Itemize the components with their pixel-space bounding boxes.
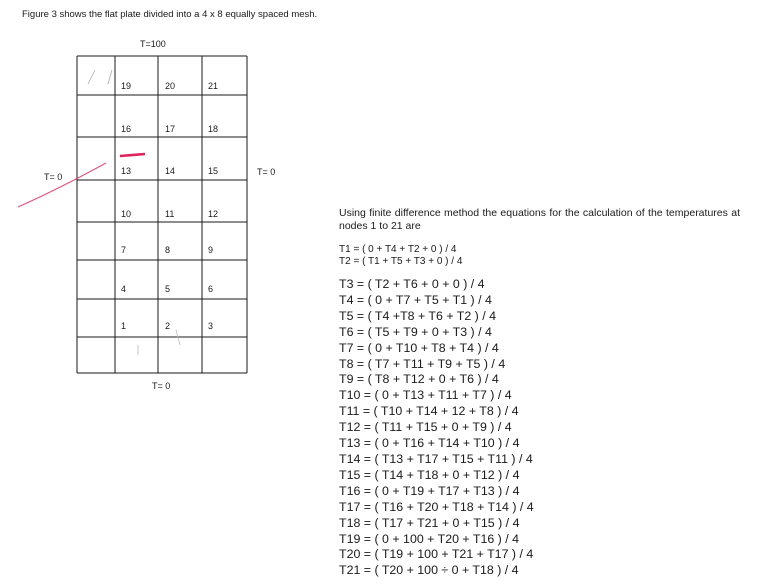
pen-dash-mark xyxy=(120,154,145,156)
equation-line: T5 = ( T4 +T8 + T6 + T2 ) / 4 xyxy=(339,308,497,323)
equation-line: T4 = ( 0 + T7 + T5 + T1 ) / 4 xyxy=(339,292,492,307)
mesh-node-labels xyxy=(121,81,218,331)
mesh-node-label: 10 xyxy=(121,209,132,219)
mesh-node-label: 12 xyxy=(208,209,219,219)
equation-line: T8 = ( T7 + T11 + T9 + T5 ) / 4 xyxy=(339,356,506,371)
equation-line: T18 = ( T17 + T21 + 0 + T15 ) / 4 xyxy=(339,515,520,530)
mesh-node-label: 16 xyxy=(121,124,132,134)
mesh-node-label: 15 xyxy=(208,166,219,176)
mesh-grid-lines xyxy=(77,56,247,373)
mesh-node-label: 14 xyxy=(165,166,176,176)
equation-line: T19 = ( 0 + 100 + T20 + T16 ) / 4 xyxy=(339,531,520,546)
equation-line: T12 = ( T11 + T15 + 0 + T9 ) / 4 xyxy=(339,420,512,435)
mesh-node-label: 8 xyxy=(165,245,171,255)
boundary-label-top: T=100 xyxy=(140,39,166,49)
mesh-node-label: 9 xyxy=(208,245,214,255)
mesh-node-label: 7 xyxy=(121,245,127,255)
mesh-node-label: 17 xyxy=(165,124,176,134)
equation-t2: T2 = ( T1 + T5 + T3 + 0 ) / 4 xyxy=(339,256,463,267)
equation-line: T13 = ( 0 + T16 + T14 + T10 ) / 4 xyxy=(339,436,520,451)
boundary-label-bottom: T= 0 xyxy=(152,381,171,391)
equation-line: T6 = ( T5 + T9 + 0 + T3 ) / 4 xyxy=(339,324,492,339)
scan-smudge-mark xyxy=(138,330,180,355)
boundary-label-right: T= 0 xyxy=(257,167,276,177)
equation-line: T3 = ( T2 + T6 + 0 + 0 ) / 4 xyxy=(339,277,485,291)
mesh-node-label: 5 xyxy=(165,284,171,294)
equations-small-block xyxy=(339,244,462,268)
mesh-node-label: 11 xyxy=(165,209,175,219)
equation-line: T11 = ( T10 + T14 + 12 + T8 ) / 4 xyxy=(339,404,519,419)
equation-line: T17 = ( T16 + T20 + T18 + T14 ) / 4 xyxy=(339,499,534,514)
equation-line: T10 = ( 0 + T13 + T11 + T7 ) / 4 xyxy=(339,388,512,403)
pen-stroke-mark xyxy=(18,163,106,207)
mesh-node-label: 21 xyxy=(208,81,219,91)
equation-line: T21 = ( T20 + 100 ÷ 0 + T18 ) / 4 xyxy=(339,563,519,578)
equation-line: T16 = ( 0 + T19 + T17 + T13 ) / 4 xyxy=(339,483,520,498)
equation-line: T15 = ( T14 + T18 + 0 + T12 ) / 4 xyxy=(339,467,520,482)
mesh-node-label: 1 xyxy=(121,321,127,331)
mesh-node-label: 4 xyxy=(121,284,127,294)
mesh-node-label: 20 xyxy=(165,81,176,91)
intro-paragraph: Using finite difference method the equations for the calculation of the temperatures at nodes 1 to 21 are xyxy=(339,207,740,232)
mesh-node-label: 3 xyxy=(208,321,214,331)
equations-large-block xyxy=(339,277,534,579)
mesh-node-label: 18 xyxy=(208,124,219,134)
mesh-node-label: 2 xyxy=(165,321,171,331)
mesh-node-label: 19 xyxy=(121,81,132,91)
mesh-node-label: 13 xyxy=(121,166,132,176)
equation-t1: T1 = ( 0 + T4 + T2 + 0 ) / 4 xyxy=(339,244,457,255)
equation-line: T9 = ( T8 + T12 + 0 + T6 ) / 4 xyxy=(339,372,499,387)
equation-line: T7 = ( 0 + T10 + T8 + T4 ) / 4 xyxy=(339,340,499,355)
mesh-node-label: 6 xyxy=(208,284,214,294)
figure-caption: Figure 3 shows the flat plate divided into a 4 x 8 equally spaced mesh. xyxy=(22,9,318,20)
equation-line: T20 = ( T19 + 100 + T21 + T17 ) / 4 xyxy=(339,547,534,562)
pencil-scribble-mark xyxy=(88,70,112,84)
equation-line: T14 = ( T13 + T17 + T15 + T11 ) / 4 xyxy=(339,451,533,466)
boundary-label-left: T= 0 xyxy=(44,172,63,182)
